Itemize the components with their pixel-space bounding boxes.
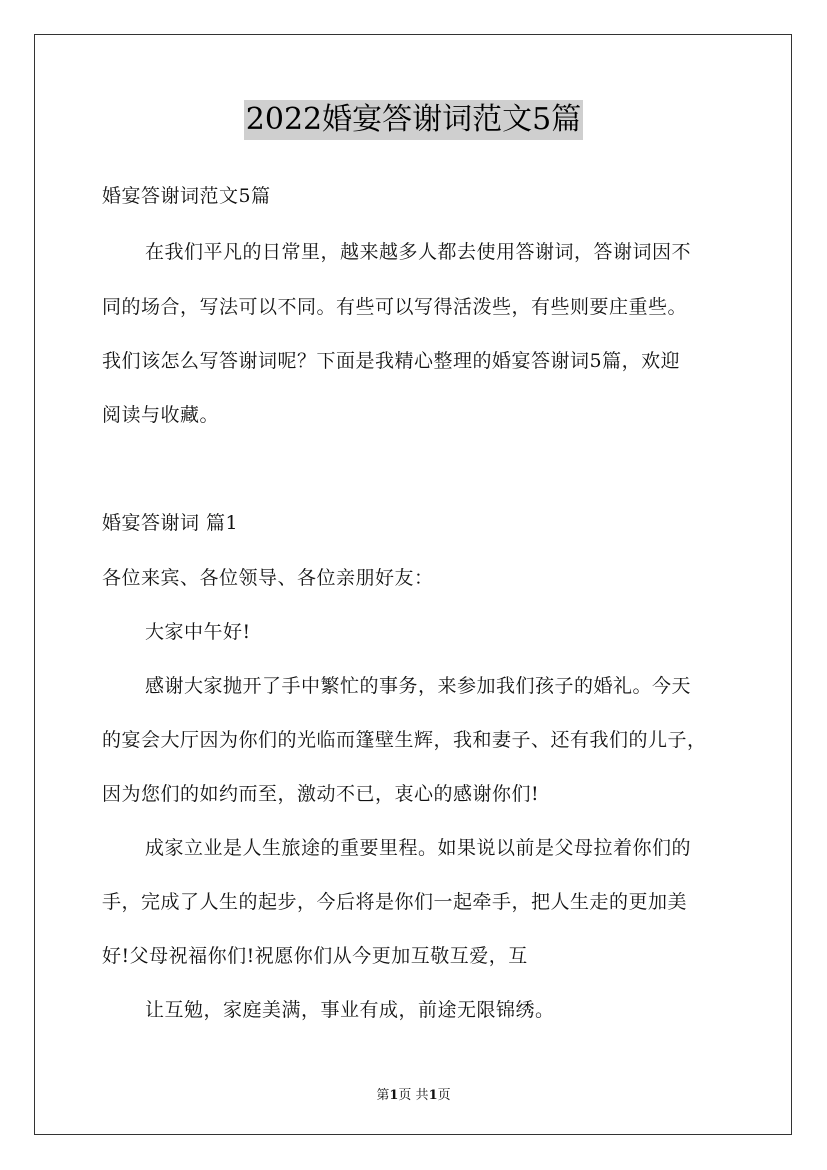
section-heading: 婚宴答谢词 篇1 [102,512,239,534]
para1-line-2: 的宴会大厅因为你们的光临而篷壁生辉，我和妻子、还有我们的儿子， [102,729,707,751]
hello-line: 大家中午好! [145,621,251,643]
subtitle: 婚宴答谢词范文5篇 [102,185,271,207]
page-footer [0,1084,827,1103]
para2-line-1: 成家立业是人生旅途的重要里程。如果说以前是父母拉着你们的 [145,837,692,859]
intro-line-2: 同的场合，写法可以不同。有些可以写得活泼些，有些则要庄重些。 [102,296,688,318]
footer-total-pages: 1 [428,1088,438,1103]
para2-line-3: 好!父母祝福你们!祝愿你们从今更加互敬互爱，互 [102,945,528,967]
intro-line-1: 在我们平凡的日常里，越来越多人都去使用答谢词，答谢词因不 [145,241,692,263]
document-title-wrap [0,100,827,140]
intro-line-4: 阅读与收藏。 [102,404,220,426]
para2-line-2: 手，完成了人生的起步，今后将是你们一起牵手，把人生走的更加美 [102,891,688,913]
footer-prefix: 第 [376,1088,390,1103]
footer-mid: 页 共 [398,1088,429,1103]
para3-line: 让互勉，家庭美满，事业有成，前途无限锦绣。 [145,999,555,1021]
intro-line-3: 我们该怎么写答谢词呢？下面是我精心整理的婚宴答谢词5篇，欢迎 [102,350,681,372]
para1-line-3: 因为您们的如约而至，激动不已，衷心的感谢你们! [102,783,540,805]
greeting-line: 各位来宾、各位领导、各位亲朋好友： [102,567,434,589]
document-title: 2022婚宴答谢词范文5篇 [244,100,583,140]
para1-line-1: 感谢大家抛开了手中繁忙的事务，来参加我们孩子的婚礼。今天 [145,675,692,697]
footer-suffix: 页 [437,1088,451,1103]
footer-page-number: 1 [389,1088,399,1103]
